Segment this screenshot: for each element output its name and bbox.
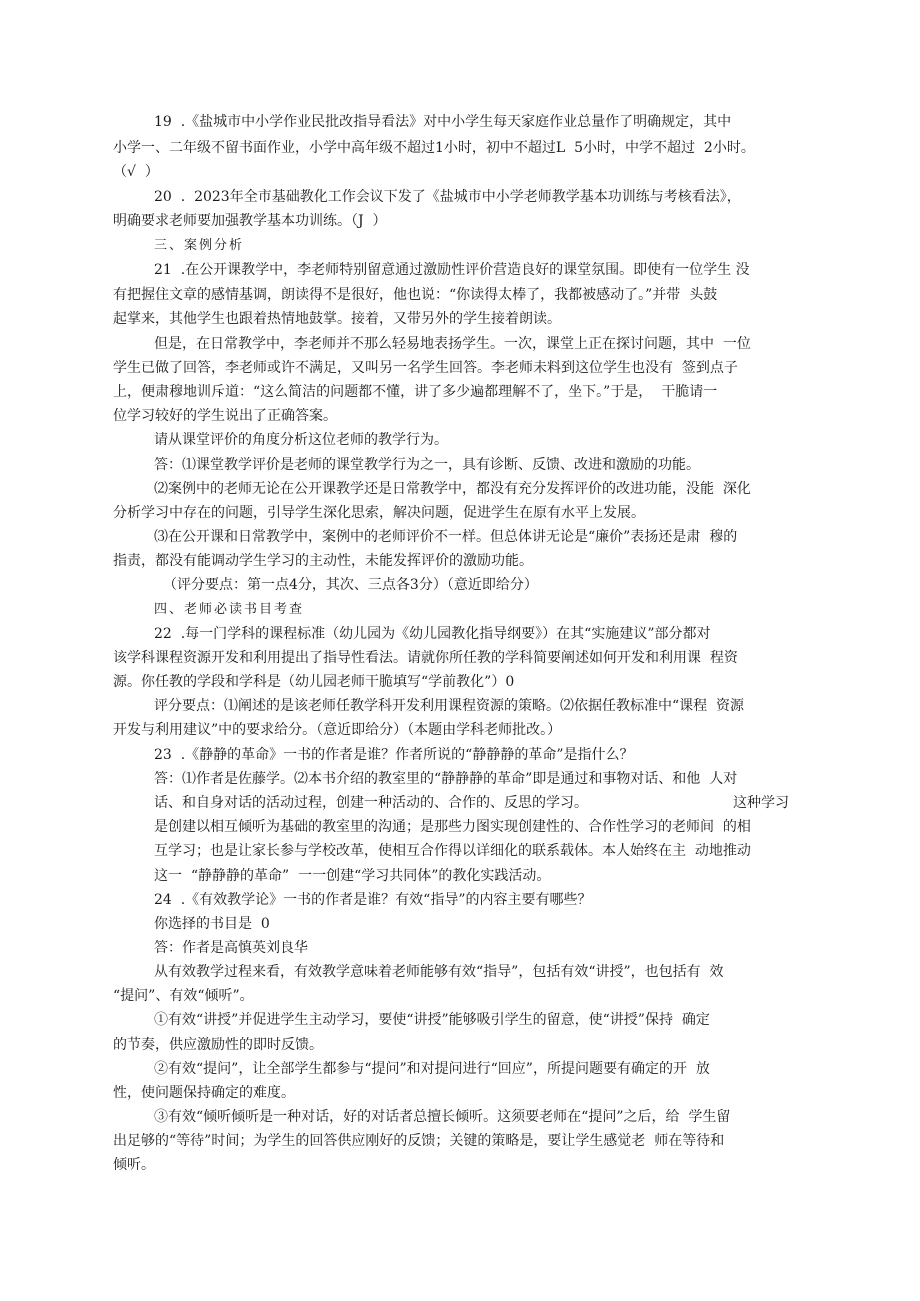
q21-answer-2-line-2: 分析学习中存在的问题，引导学生深化思索，解决问题，促进学生在原有水平上发展。 (113, 505, 645, 521)
q22-line-2: 该学科课程资源开发和利用提出了指导性看法。请就你所任教的学科简要阐述如何开发和利用课 程资 (113, 650, 738, 666)
q21-scoring: （评分要点：第一点4分，其次、三点各3分）（意近即给分） (163, 577, 538, 593)
q24-line-2: 你选择的书目是 0 (154, 916, 270, 932)
q19-line-3: （√ ） (113, 164, 159, 180)
q19-line-1: 19 .《盐城市中小学作业民批改指导看法》对中小学生每天家庭作业总量作了明确规定，其中 (154, 114, 732, 130)
q23-answer-2: 话、和自身对话的活动过程，创建一种活动的、合作的、反思的学习。 (154, 795, 588, 811)
q23-answer-5: 这一 “静静静的革命” 一一创建“学习共同体”的教化实践活动。 (154, 868, 551, 884)
q24-b2-line-1: ②有效“提问”，让全部学生都参与“提问”和对提问进行“回应”，所提问题要有确定的开 放 (154, 1061, 710, 1077)
q20-line-1: 20 . 2023年全市基础教化工作会议下发了《盐城市中小学老师教学基本功训练与考核看法》， (154, 189, 741, 205)
q24-p1-line-2: “提问”、有效“倾听”。 (113, 988, 254, 1004)
q21-p2-line-1: 但是，在日常教学中，李老师并不那么轻易地表扬学生。一次，课堂上正在探讨问题，其中 一位 (154, 336, 751, 352)
q24-b3-line-1: ③有效“倾听倾听是一种对话，好的对话者总擅长倾听。这须要老师在“提问”之后，给 学生留 (154, 1109, 731, 1125)
q21-answer-2-line-1: ⑵案例中的老师无论在公开课教学还是日常教学中，都没有充分发挥评价的改进功能，没能 深化 (154, 481, 751, 497)
q21-answer-3-line-2: 指责，都没有能调动学生学习的主动性，未能发挥评价的激励功能。 (113, 553, 533, 569)
q21-question: 请从课堂评价的角度分析这位老师的教学行为。 (154, 432, 448, 448)
q22-scoring-2: 开发与利用建议”中的要求给分。（意近即给分）（本题由学科老师批改。） (113, 722, 562, 738)
q20-line-2: 明确要求老师要加强教学基本功训练。（J ） (113, 213, 387, 229)
q24-line-3: 答：作者是高慎英刘良华 (154, 940, 308, 956)
q19-line-2: 小学一、二年级不留书面作业，小学中高年级不超过1小时，初中不超过L 5小时，中学不超过 2小时。 (113, 140, 755, 156)
q21-answer-3-line-1: ⑶在公开课和日常教学中，案例中的老师评价不一样。但总体讲无论是“廉价”表扬还是肃 穆的 (154, 529, 738, 545)
q22-scoring-1: 评分要点：⑴阐述的是该老师任教学科开发利用课程资源的策略。⑵依据任教标准中“课程 资源 (154, 698, 745, 714)
q21-p2-line-2: 学生已做了回答，李老师或许不满足，又叫另一名学生回答。李老师未料到这位学生也没有 签到点子 (113, 360, 738, 376)
q24-b1-line-2: 的节奏，供应激励性的即时反馈。 (113, 1037, 323, 1053)
q22-line-3: 源。你任教的学段和学科是（幼儿园老师干脆填写“学前教化”）0 (113, 674, 515, 690)
q21-p1-line-1: 21 .在公开课教学中，李老师特别留意通过激励性评价营造良好的课堂氛围。即使有一位学生 没 (154, 262, 750, 278)
q23-line-1: 23 .《静静的革命》一书的作者是谁？作者所说的“静静静的革命”是指什么？ (154, 747, 634, 763)
q21-p1-line-2: 有把握住文章的感情基调，朗读得不是很好，他也说：“你读得太棒了，我都被感动了。”并带 头鼓 (113, 287, 718, 303)
q24-b3-line-2: 出足够的“等待”时间；为学生的回答供应刚好的反馈；关键的策略是，要让学生感觉老 师在等待和 (113, 1133, 725, 1149)
q21-p1-line-3: 起掌来，其他学生也跟着热情地鼓掌。接着，又带另外的学生接着朗读。 (113, 311, 561, 327)
q24-p1-line-1: 从有效教学过程来看，有效教学意味着老师能够有效“指导”，包括有效“讲授”，也包括有 效 (154, 964, 724, 980)
q24-b1-line-1: ①有效“讲授”并促进学生主动学习，要使“讲授”能够吸引学生的留意，使“讲授”保持 确定 (154, 1012, 710, 1028)
q22-line-1: 22 .每一门学科的课程标准（幼儿园为《幼儿园教化指导纲要》）在其“实施建议”部分都对 (154, 626, 711, 642)
q24-b2-line-2: 性，使问题保持确定的难度。 (113, 1085, 295, 1101)
q21-p2-line-3: 上，便肃穆地训斥道：“这么简洁的问题都不懂，讲了多少遍都理解不了，坐下。”于是， 干脆请一 (113, 384, 718, 400)
q23-answer-1: 答：⑴作者是佐藤学。⑵本书介绍的教室里的“静静静的革命”即是通过和事物对话、和他 人对 (154, 771, 738, 787)
q23-answer-4: 互学习；也是让家长参与学校改革，使相互合作得以详细化的联系载体。本人始终在主 动地推动 (154, 843, 751, 859)
section-4-heading: 四、老师必读书目考查 (154, 602, 305, 617)
q21-p2-line-4: 位学习较好的学生说出了正确答案。 (113, 408, 337, 424)
q23-answer-3: 是创建以相互倾听为基础的教室里的沟通；是那些力图实现创建性的、合作性学习的老师间 的相 (154, 819, 751, 835)
q24-b3-line-3: 倾听。 (113, 1157, 155, 1173)
section-3-heading: 三、案例分析 (154, 238, 245, 253)
q23-answer-2-tail: 这种学习 (733, 795, 789, 811)
q21-answer-1: 答：⑴课堂教学评价是老师的课堂教学行为之一，具有诊断、反馈、改进和激励的功能。 (154, 457, 700, 473)
q24-line-1: 24 .《有效教学论》一书的作者是谁？有效“指导”的内容主要有哪些？ (154, 892, 592, 908)
